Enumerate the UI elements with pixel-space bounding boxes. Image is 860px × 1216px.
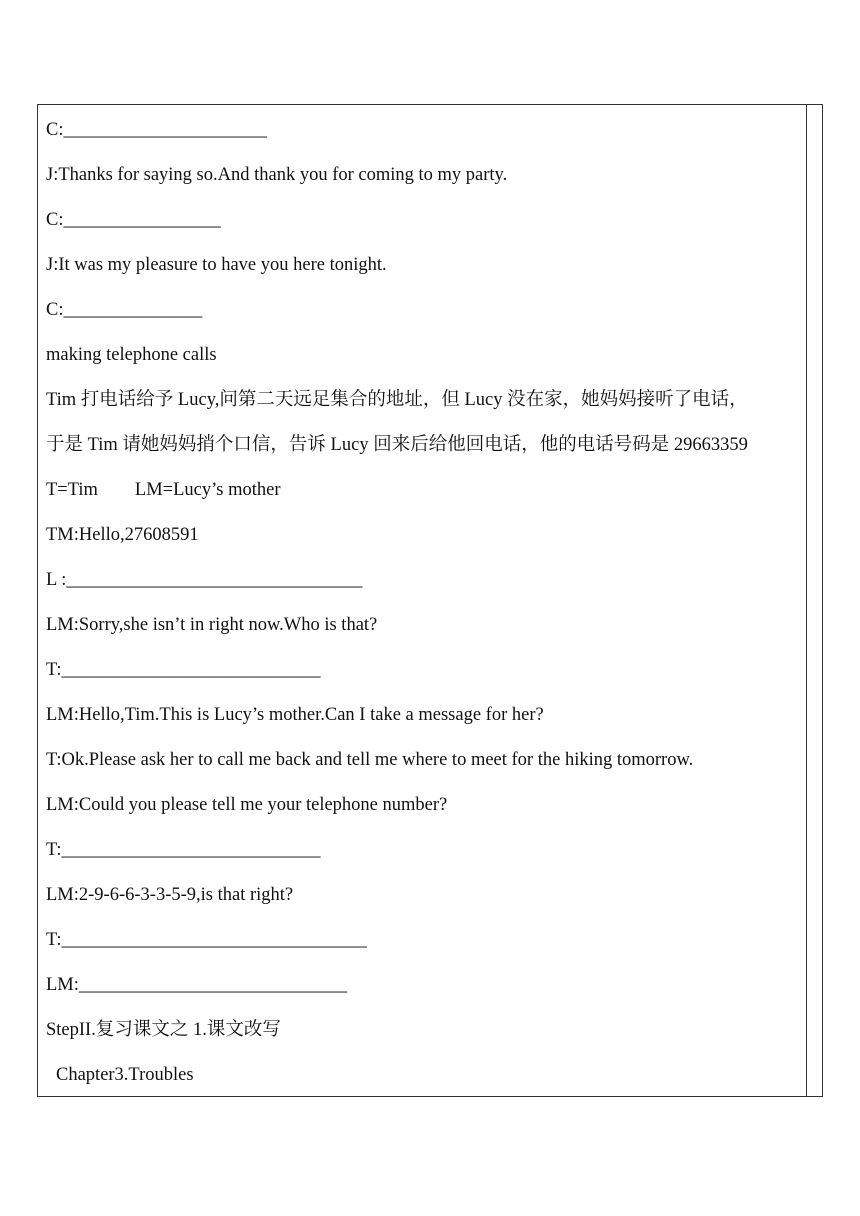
dialogue-line-j-pleasure: J:It was my pleasure to have you here tonight.: [46, 255, 387, 275]
table-main-cell: [46, 117, 802, 1107]
section-heading-telephone-calls: making telephone calls: [46, 345, 217, 365]
worksheet-table: [37, 104, 823, 1097]
dialogue-line-t-blank-3: T:_________________________________: [46, 930, 367, 950]
dialogue-line-lm-message: LM:Hello,Tim.This is Lucy’s mother.Can I take a message for her?: [46, 705, 544, 725]
table-column-divider: [806, 105, 807, 1096]
dialogue-line-t-blank-2: T:____________________________: [46, 840, 321, 860]
dialogue-line-lm-sorry: LM:Sorry,she isn’t in right now.Who is that?: [46, 615, 378, 635]
dialogue-line-l-blank: L :________________________________: [46, 570, 363, 590]
dialogue-line-c-blank-2: C:_________________: [46, 210, 221, 230]
scenario-description-line-2: 于是 Tim 请她妈妈捎个口信，告诉 Lucy 回来后给他回电话，他的电话号码是 29663359: [46, 435, 748, 455]
dialogue-line-lm-number: LM:Could you please tell me your telephone number?: [46, 795, 448, 815]
dialogue-line-lm-blank: LM:_____________________________: [46, 975, 348, 995]
dialogue-line-t-blank-1: T:____________________________: [46, 660, 321, 680]
dialogue-line-c-blank-1: C:______________________: [46, 120, 267, 140]
scenario-description-line-1: Tim 打电话给予 Lucy,问第二天远足集合的地址，但 Lucy 没在家，她妈妈接听了电话，: [46, 390, 748, 410]
chapter-title: Chapter3.Troubles: [56, 1065, 194, 1085]
dialogue-line-lm-confirm: LM:2-9-6-6-3-3-5-9,is that right?: [46, 885, 294, 905]
dialogue-line-j-thanks: J:Thanks for saying so.And thank you for coming to my party.: [46, 165, 508, 185]
step-heading: StepII.复习课文之 1.课文改写: [46, 1020, 281, 1040]
dialogue-line-c-blank-3: C:_______________: [46, 300, 203, 320]
role-legend: T=Tim LM=Lucy’s mother: [46, 480, 281, 500]
dialogue-line-t-ok: T:Ok.Please ask her to call me back and tell me where to meet for the hiking tomorrow.: [46, 750, 694, 770]
dialogue-line-tm-hello: TM:Hello,27608591: [46, 525, 199, 545]
